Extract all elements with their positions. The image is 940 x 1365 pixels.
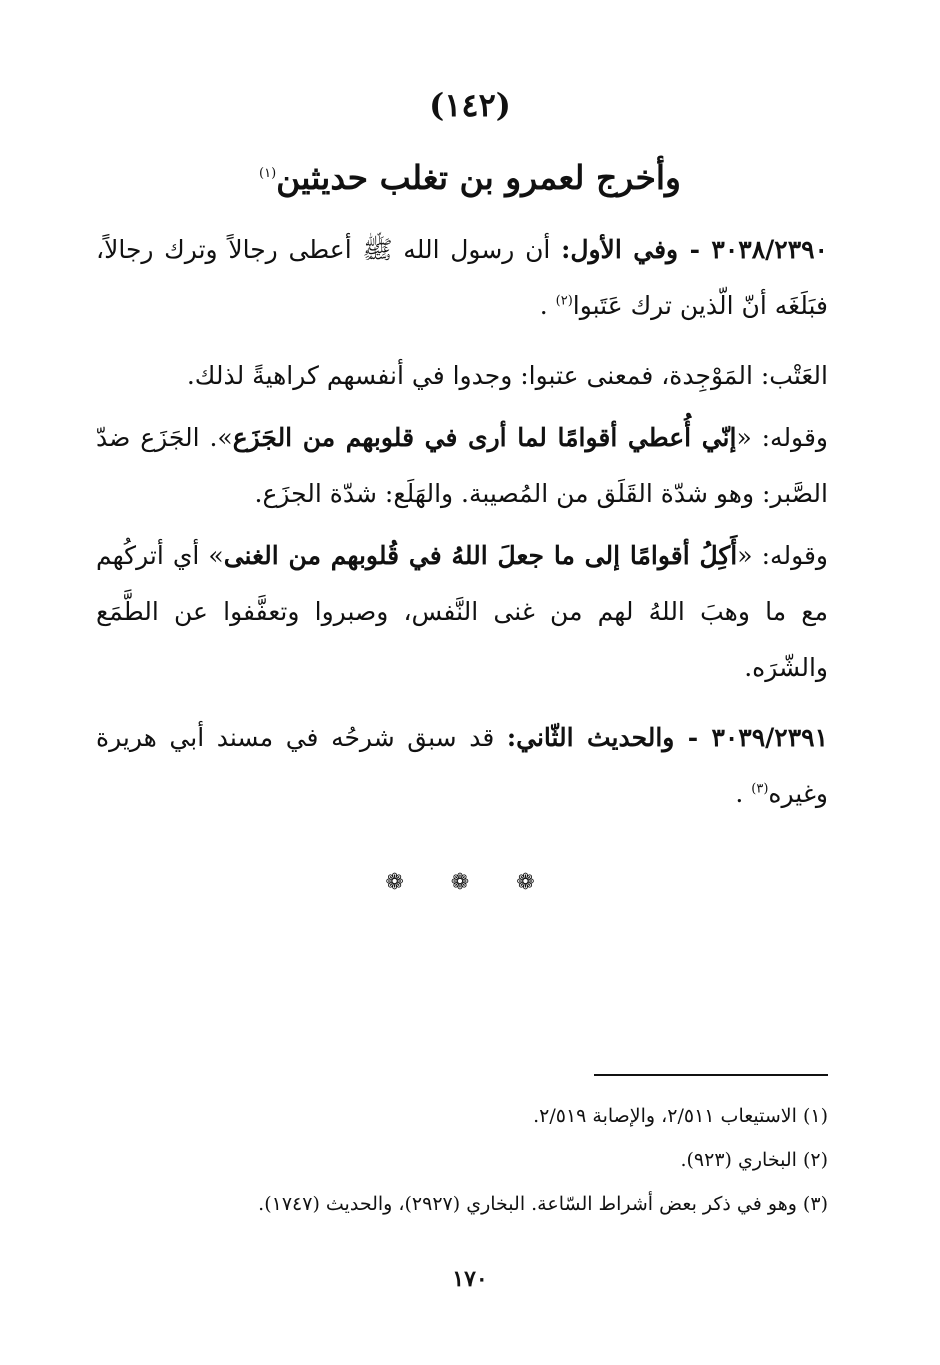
footnote-2: (٢) البخاري (٩٢٣). bbox=[680, 1149, 828, 1171]
chapter-title bbox=[0, 158, 940, 197]
paragraph-jaza bbox=[96, 410, 828, 522]
chapter-title-text: وأخرج لعمرو بن تغلب حديثين bbox=[276, 158, 681, 197]
paragraph-tail: . bbox=[539, 291, 556, 320]
hadith-number-lead: ٣٠٣٩/٢٣٩١ - والحديث الثّاني: bbox=[506, 723, 829, 752]
section-separator-ornament: ❁ ❁ ❁ bbox=[385, 870, 555, 895]
footnote-1: (١) الاستيعاب ٢/٥١١، والإصابة ٢/٥١٩. bbox=[533, 1105, 828, 1127]
page-number: ١٧٠ bbox=[452, 1266, 488, 1292]
footnote-ref-2[interactable]: (٢) bbox=[555, 293, 573, 309]
quote-open: وقوله: « bbox=[737, 541, 829, 570]
paragraph-tail: . bbox=[735, 779, 752, 808]
hadith-quote: إنّي أُعطي أقوامًا لما أرى في قلوبهم من الجَزَع bbox=[232, 423, 737, 452]
footnote-3: (٣) وهو في ذكر بعض أشراط السّاعة. البخاري (٢٩٢٧)، والحديث (١٧٤٧). bbox=[258, 1193, 828, 1215]
paragraph-hadith-3039 bbox=[96, 710, 828, 822]
footnote-ref-3[interactable]: (٣) bbox=[751, 781, 769, 797]
footnote-divider bbox=[594, 1074, 828, 1076]
paragraph-hadith-3038 bbox=[96, 222, 828, 334]
main-text bbox=[96, 222, 828, 828]
paragraph-text: قد سبق شرحُه في مسند أبي هريرة وغيره bbox=[96, 723, 828, 808]
footnote-ref-1[interactable]: (١) bbox=[259, 166, 277, 181]
footnotes bbox=[96, 1094, 828, 1226]
paragraph-text: أن رسول الله ﷺ أعطى رجالاً وترك رجالاً، فبَلَغَه أنّ الّذين ترك عَتَبوا bbox=[96, 235, 828, 320]
hadith-number-lead: ٣٠٣٨/٢٣٩٠ - وفي الأول: bbox=[561, 235, 828, 264]
paragraph-text: العَتْب: المَوْجِدة، فمعنى عتبوا: وجدوا في أنفسهم كراهيةً لذلك. bbox=[186, 361, 828, 390]
paragraph-definition-atb bbox=[96, 348, 828, 404]
section-number: (١٤٢) bbox=[429, 86, 511, 124]
hadith-quote: أَكِلُ أقوامًا إلى ما جعلَ اللهُ في قُلوبهم من الغنى bbox=[223, 541, 738, 570]
paragraph-text: ». الجَزَع ضدّ الصَّبر: وهو شدّة القَلَق من المُصيبة. والهَلَع: شدّة الجزَع. bbox=[96, 423, 828, 508]
paragraph-text: » أي أتركُهم مع ما وهبَ اللهُ لهم من غنى النَّفس، وصبروا وتعفَّفوا عن الطَّمَع والشّرَه. bbox=[96, 541, 828, 682]
paragraph-ghina bbox=[96, 528, 828, 696]
quote-open: وقوله: « bbox=[736, 423, 828, 452]
